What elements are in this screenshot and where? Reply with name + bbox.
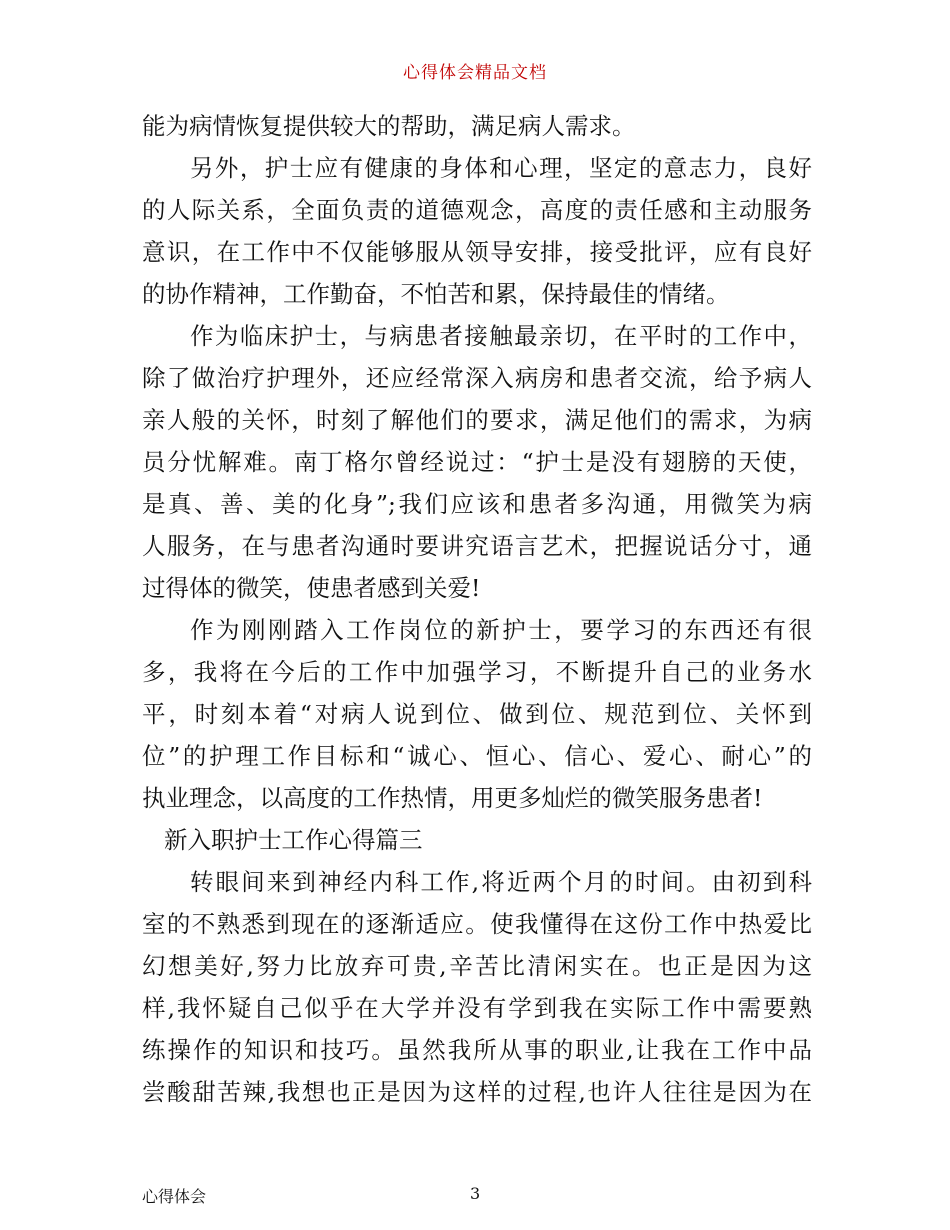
text-line: 除了做治疗护理外，还应经常深入病房和患者交流，给予病人: [142, 364, 812, 392]
document-footer: [0, 1184, 950, 1208]
paragraph-start-line: 作为临床护士，与病患者接触最亲切，在平时的工作中，: [190, 322, 812, 350]
text-line: 幻想美好,努力比放弃可贵,辛苦比清闲实在。也正是因为这: [142, 952, 812, 980]
section-heading: 新入职护士工作心得篇三: [164, 826, 423, 854]
document-header-title: 心得体会精品文档: [403, 63, 547, 83]
text-line: 样,我怀疑自己似乎在大学并没有学到我在实际工作中需要熟: [142, 994, 812, 1022]
text-line: 人服务，在与患者沟通时要讲究语言艺术，把握说话分寸，通: [142, 532, 812, 560]
text-line: 亲人般的关怀，时刻了解他们的要求，满足他们的需求，为病: [142, 406, 812, 434]
text-line: 平，时刻本着“对病人说到位、做到位、规范到位、关怀到: [142, 700, 812, 728]
paragraph-start-line: 作为刚刚踏入工作岗位的新护士，要学习的东西还有很: [190, 616, 812, 644]
text-line: 执业理念，以高度的工作热情，用更多灿烂的微笑服务患者!: [142, 784, 763, 812]
page-number: 3: [470, 1184, 481, 1203]
text-line: 室的不熟悉到现在的逐渐适应。使我懂得在这份工作中热爱比: [142, 910, 812, 938]
text-line: 练操作的知识和技巧。虽然我所从事的职业,让我在工作中品: [142, 1036, 812, 1064]
text-line: 多，我将在今后的工作中加强学习，不断提升自己的业务水: [142, 658, 812, 686]
text-line: 员分忧解难。南丁格尔曾经说过：“护士是没有翅膀的天使，: [142, 448, 812, 476]
document-body: [142, 105, 812, 1113]
text-line: 尝酸甜苦辣,我想也正是因为这样的过程,也许人往往是因为在: [142, 1078, 812, 1106]
text-line: 意识，在工作中不仅能够服从领导安排，接受批评，应有良好: [142, 238, 812, 266]
text-line: 的人际关系，全面负责的道德观念，高度的责任感和主动服务: [142, 196, 812, 224]
text-line: 位”的护理工作目标和“诚心、恒心、信心、爱心、耐心”的: [142, 742, 812, 770]
paragraph-start-line: 另外，护士应有健康的身体和心理，坚定的意志力，良好: [190, 154, 812, 182]
footer-label: 心得体会: [142, 1187, 207, 1206]
text-line: 能为病情恢复提供较大的帮助，满足病人需求。: [142, 112, 636, 140]
paragraph-start-line: 转眼间来到神经内科工作,将近两个月的时间。由初到科: [190, 868, 812, 896]
text-line: 是真、善、美的化身”;我们应该和患者多沟通，用微笑为病: [142, 490, 812, 518]
text-line: 的协作精神，工作勤奋，不怕苦和累，保持最佳的情绪。: [142, 280, 730, 308]
text-line: 过得体的微笑，使患者感到关爱!: [142, 574, 481, 602]
